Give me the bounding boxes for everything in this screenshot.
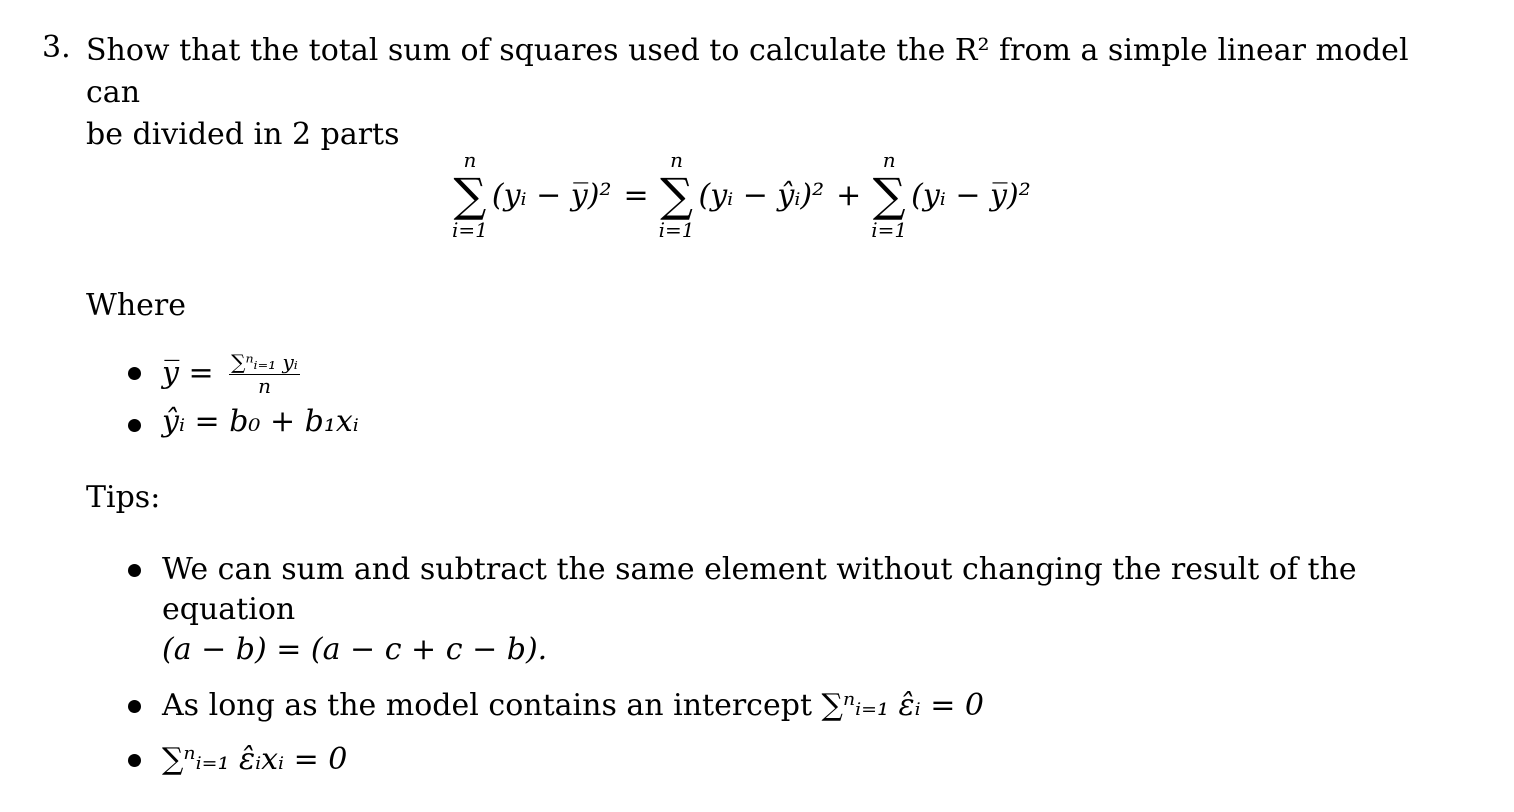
summation-3-lower: i=1 [871,218,908,242]
equation-term-1: (yᵢ − y̅)² [491,177,612,213]
equation-term-2: (yᵢ − ŷᵢ)² [698,177,825,213]
summation-3-symbol: ∑ [872,168,906,222]
tip-1-line-1: We can sum and subtract the same element without changing the result of the equation [162,552,1357,627]
summation-1-lower: i=1 [452,218,488,242]
bullet-icon [128,367,141,380]
problem-statement [42,30,1472,156]
problem-line-1: Show that the total sum of squares used to calculate the R² from a simple linear model can [86,33,1409,110]
summation-2-symbol: ∑ [660,168,693,222]
summation-2 [659,150,695,240]
summation-2-lower: i=1 [658,218,695,242]
mean-fraction-numerator: ∑ⁿᵢ₌₁ yᵢ [231,350,298,374]
tip-3-math: ∑ⁿᵢ₌₁ ε̂ᵢxᵢ = 0 [162,742,348,777]
mean-fraction-denominator: n [258,374,271,398]
bullet-icon [128,419,141,432]
where-heading: Where [86,288,187,323]
tip-item-3 [128,740,1458,780]
problem-body [86,30,1472,156]
equation-equals: = [623,177,649,213]
where-item-mean-lhs: y̅ = [162,355,214,391]
mean-fraction [229,352,300,397]
summation-3 [871,150,907,240]
where-list [128,352,359,448]
where-item-mean [128,352,359,404]
bullet-icon [128,700,141,713]
where-item-fitted [128,404,359,448]
tip-item-2 [128,686,1458,726]
problem-line-2: be divided in 2 parts [86,117,400,152]
tips-heading: Tips: [86,480,161,515]
tip-1-line-2: (a − b) = (a − c + c − b). [162,632,548,667]
tips-list [128,550,1458,780]
where-item-fitted-text: ŷᵢ = b₀ + b₁xᵢ [162,404,359,439]
summation-1-upper: n [463,148,477,172]
tip-2-text: As long as the model contains an intercept [162,688,812,723]
bullet-icon [128,564,141,577]
display-equation [452,140,1033,250]
summation-1-symbol: ∑ [453,168,487,222]
summation-1 [452,150,488,240]
summation-3-upper: n [882,148,896,172]
tip-item-1 [128,550,1458,670]
equation-plus: + [836,177,862,213]
summation-2-upper: n [670,148,683,172]
tip-2-math: ∑ⁿᵢ₌₁ ε̂ᵢ = 0 [821,688,984,723]
equation-term-3: (yᵢ − y̅)² [911,177,1031,213]
bullet-icon [128,754,141,767]
problem-number: 3. [42,30,71,65]
